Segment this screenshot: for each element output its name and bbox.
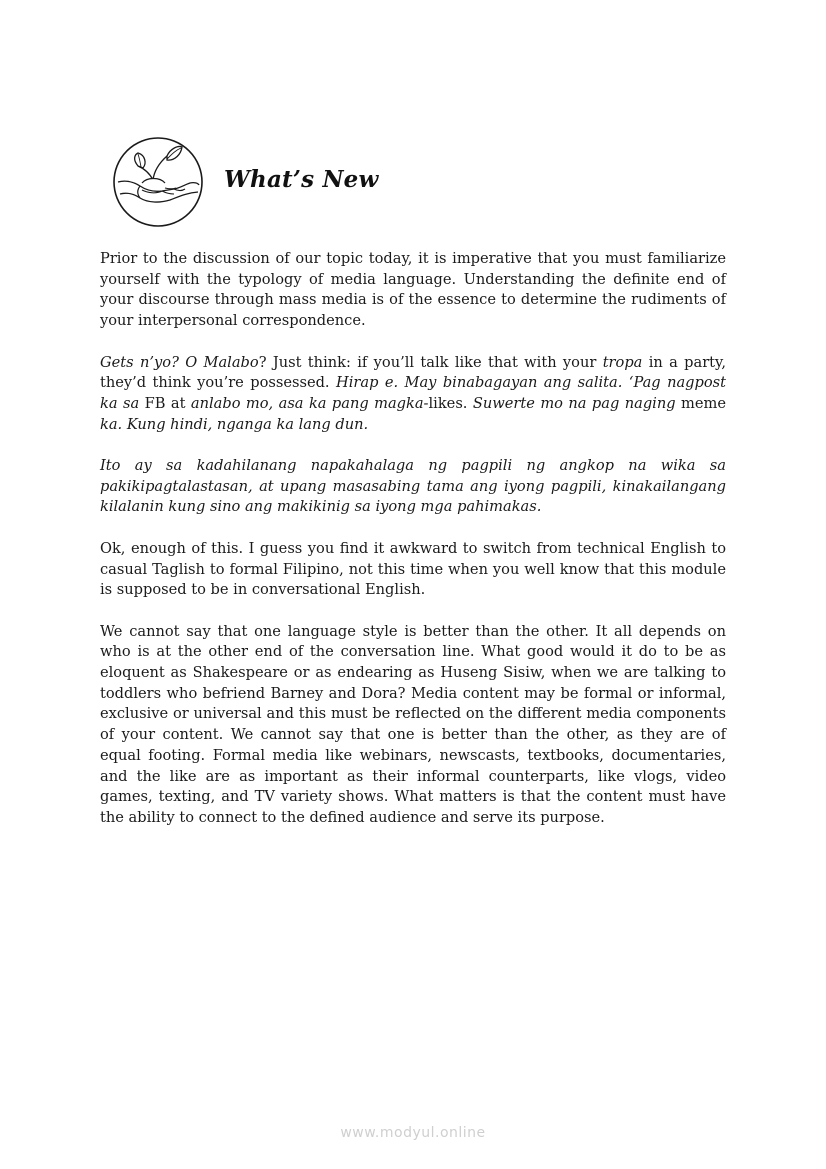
text-segment: Gets n’yo? O Malabo xyxy=(100,353,259,371)
text-segment: ? Just think: if you’ll talk like that with your xyxy=(258,353,603,371)
paragraph-language-style xyxy=(100,622,726,829)
text-segment: Suwerte mo na pag naging xyxy=(472,394,676,412)
text-segment: Ok, enough of this. I guess you find it awkward to switch from technical English to casual Taglish to formal Filipino, not this time when you well know that this module is supposed to be in conversational English. xyxy=(100,539,726,599)
text-segment: Prior to the discussion of our topic today, it is imperative that you must familiarize yourself with the typology of media language. Understanding the definite end of your discourse through mass media is of the essence to determine the rudiments of your interpersonal correspondence. xyxy=(100,250,726,330)
section-title: What’s New xyxy=(224,166,379,193)
paragraph-taglish-example xyxy=(100,353,726,436)
text-segment: tropa xyxy=(602,353,643,371)
hands-holding-plant-icon xyxy=(112,136,204,228)
section-header xyxy=(112,136,512,228)
text-segment: in a party, they’d think you’re possessed. xyxy=(100,353,726,392)
footer-watermark: www.modyul.online xyxy=(340,1125,486,1141)
body-text xyxy=(100,249,726,849)
paragraph-ok-enough xyxy=(100,539,726,601)
text-segment: Hirap e. May binabagayan ang salita. ‘Pag nagpost ka sa xyxy=(100,374,726,412)
paragraph-intro xyxy=(100,249,726,332)
text-segment: ka. Kung hindi, nganga ka lang dun. xyxy=(100,415,369,433)
text-segment: FB at xyxy=(139,394,191,412)
text-segment: We cannot say that one language style is better than the other. It all depends on who is at the other end of the conversation line. What good would it do to be as eloquent as Shakespeare or as endearing as Huseng Sisiw, when we are talking to toddlers who befriend Barney and Dora? Media content may be formal or informal, exclusive or universal and this must be reflected on the different media components of your content. We cannot say that one is better than the other, as they are of equal footing. Formal media like webinars, newscasts, textbooks, documentaries, and the like are as important as their informal counterparts, like vlogs, video games, texting, and TV variety shows. What matters is that the content must have the ability to connect to the defined audience and serve its purpose. xyxy=(100,622,726,826)
text-segment: Ito ay sa kadahilanang napakahalaga ng pagpili ng angkop na wika sa pakikipagtalastasan, at upang masasabing tama ang iyong pagpili, kinakailangang kilalanin kung sino ang makikinig sa iyong mga pahimakas. xyxy=(100,457,726,516)
text-segment: meme xyxy=(675,394,726,412)
text-segment: anlabo mo, asa ka pang magka- xyxy=(190,394,429,412)
paragraph-filipino-formal xyxy=(100,456,726,518)
text-segment: likes. xyxy=(428,394,473,412)
